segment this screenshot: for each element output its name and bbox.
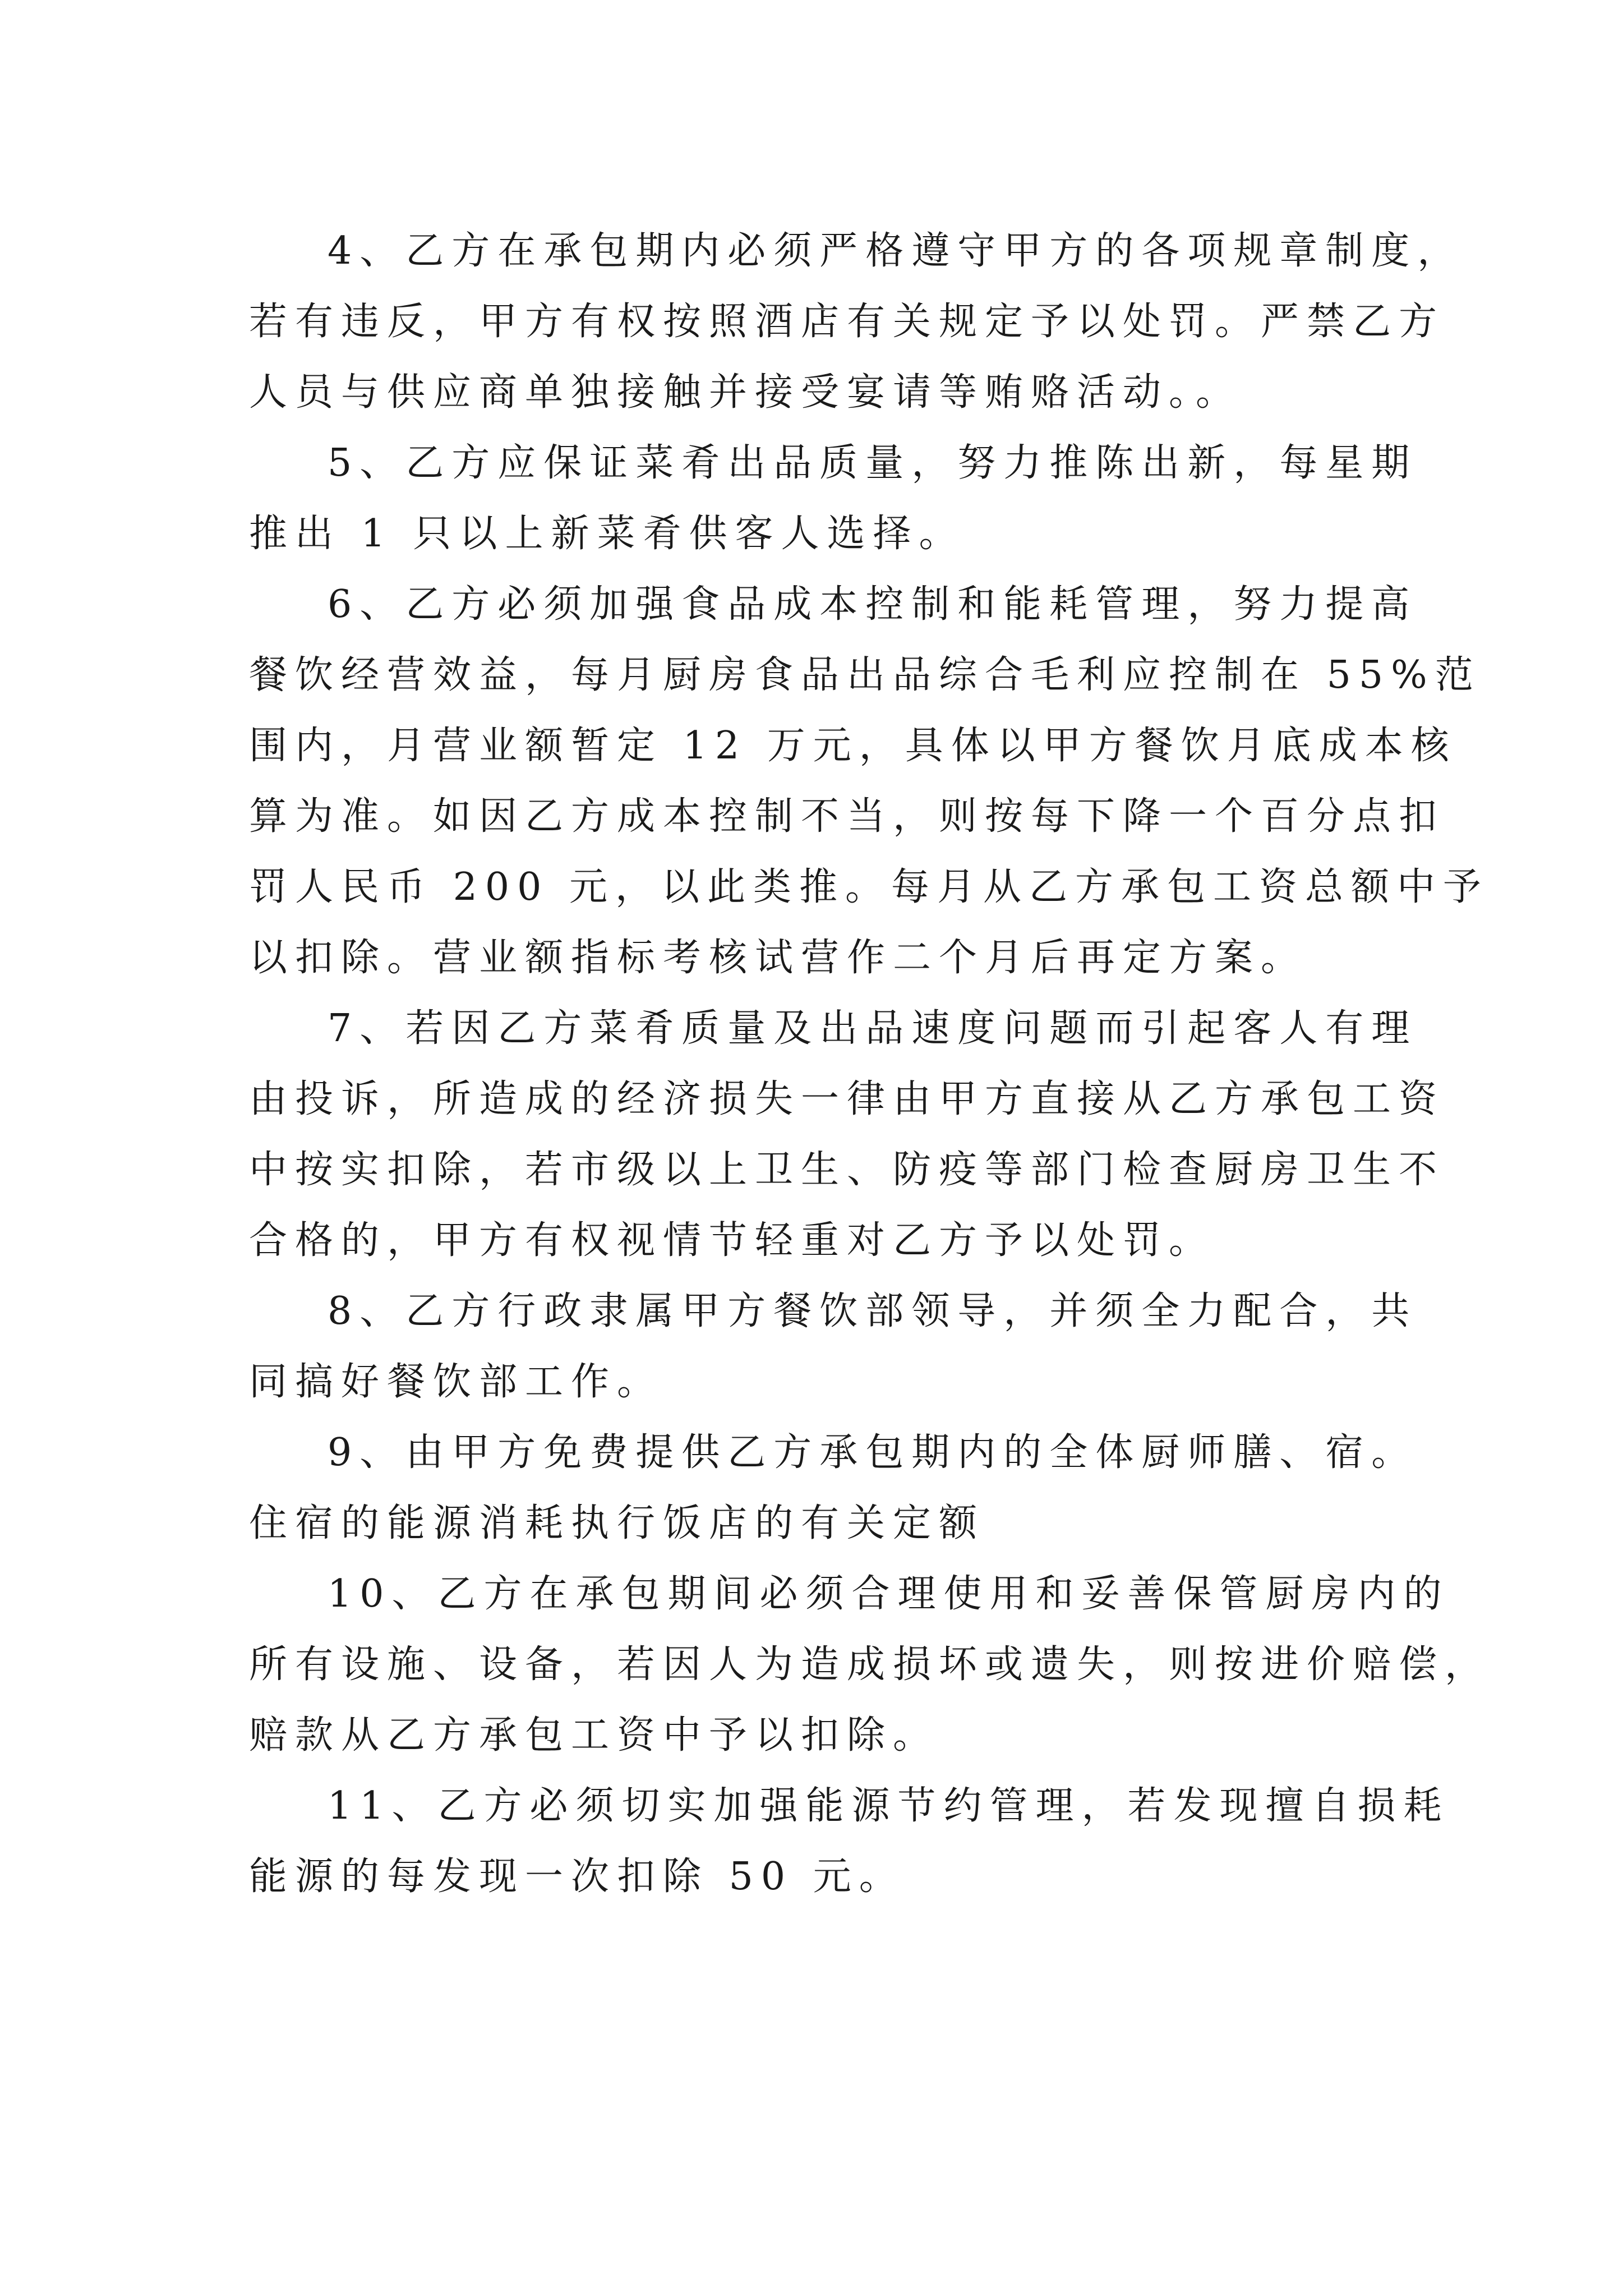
clause-5 [249, 428, 1418, 569]
text-line: 能源的每发现一次扣除 50 元。 [249, 1855, 905, 1899]
text-line: 合格的，甲方有权视情节轻重对乙方予以处罚。 [249, 1218, 1215, 1263]
clause-7 [249, 993, 1445, 1276]
document-body [249, 216, 1491, 1912]
clause-10 [249, 1559, 1491, 1771]
text-line: 9、由甲方免费提供乙方承包期内的全体厨师膳、宿。 [328, 1430, 1418, 1475]
text-line: 10、乙方在承包期间必须合理使用和妥善保管厨房内的 [328, 1572, 1450, 1616]
text-line: 8、乙方行政隶属甲方餐饮部领导，并须全力配合，共 [328, 1289, 1418, 1333]
clause-11 [249, 1771, 1450, 1912]
text-line: 若有违反，甲方有权按照酒店有关规定予以处罚。严禁乙方 [249, 300, 1445, 344]
text-line: 算为准。如因乙方成本控制不当，则按每下降一个百分点扣 [249, 794, 1445, 839]
text-line: 4、乙方在承包期内必须严格遵守甲方的各项规章制度， [328, 229, 1464, 273]
text-line: 罚人民币 200 元，以此类推。每月从乙方承包工资总额中予 [249, 865, 1490, 909]
text-line: 5、乙方应保证菜肴出品质量，努力推陈出新，每星期 [328, 441, 1418, 485]
text-line: 所有设施、设备，若因人为造成损坏或遗失，则按进价赔偿， [249, 1642, 1491, 1687]
text-line: 6、乙方必须加强食品成本控制和能耗管理，努力提高 [328, 582, 1418, 627]
clause-4 [249, 216, 1464, 428]
text-line: 7、若因乙方菜肴质量及出品速度问题而引起客人有理 [328, 1006, 1418, 1051]
text-line: 中按实扣除，若市级以上卫生、防疫等部门检查厨房卫生不 [249, 1148, 1445, 1192]
clause-9 [249, 1418, 1418, 1559]
text-line: 围内，月营业额暂定 12 万元，具体以甲方餐饮月底成本核 [249, 724, 1457, 768]
text-line: 人员与供应商单独接触并接受宴请等贿赂活动。。 [249, 370, 1242, 415]
text-line: 同搞好餐饮部工作。 [249, 1360, 663, 1404]
clause-6 [249, 569, 1490, 993]
text-line: 赔款从乙方承包工资中予以扣除。 [249, 1713, 939, 1757]
text-line: 推出 1 只以上新菜肴供客人选择。 [249, 512, 965, 556]
text-line: 以扣除。营业额指标考核试营作二个月后再定方案。 [249, 936, 1307, 980]
text-line: 餐饮经营效益，每月厨房食品出品综合毛利应控制在 55%范 [249, 653, 1481, 697]
text-line: 11、乙方必须切实加强能源节约管理，若发现擅自损耗 [328, 1784, 1450, 1828]
text-line: 由投诉，所造成的经济损失一律由甲方直接从乙方承包工资 [249, 1077, 1445, 1121]
text-line: 住宿的能源消耗执行饭店的有关定额 [249, 1501, 985, 1545]
clause-8 [249, 1276, 1418, 1418]
